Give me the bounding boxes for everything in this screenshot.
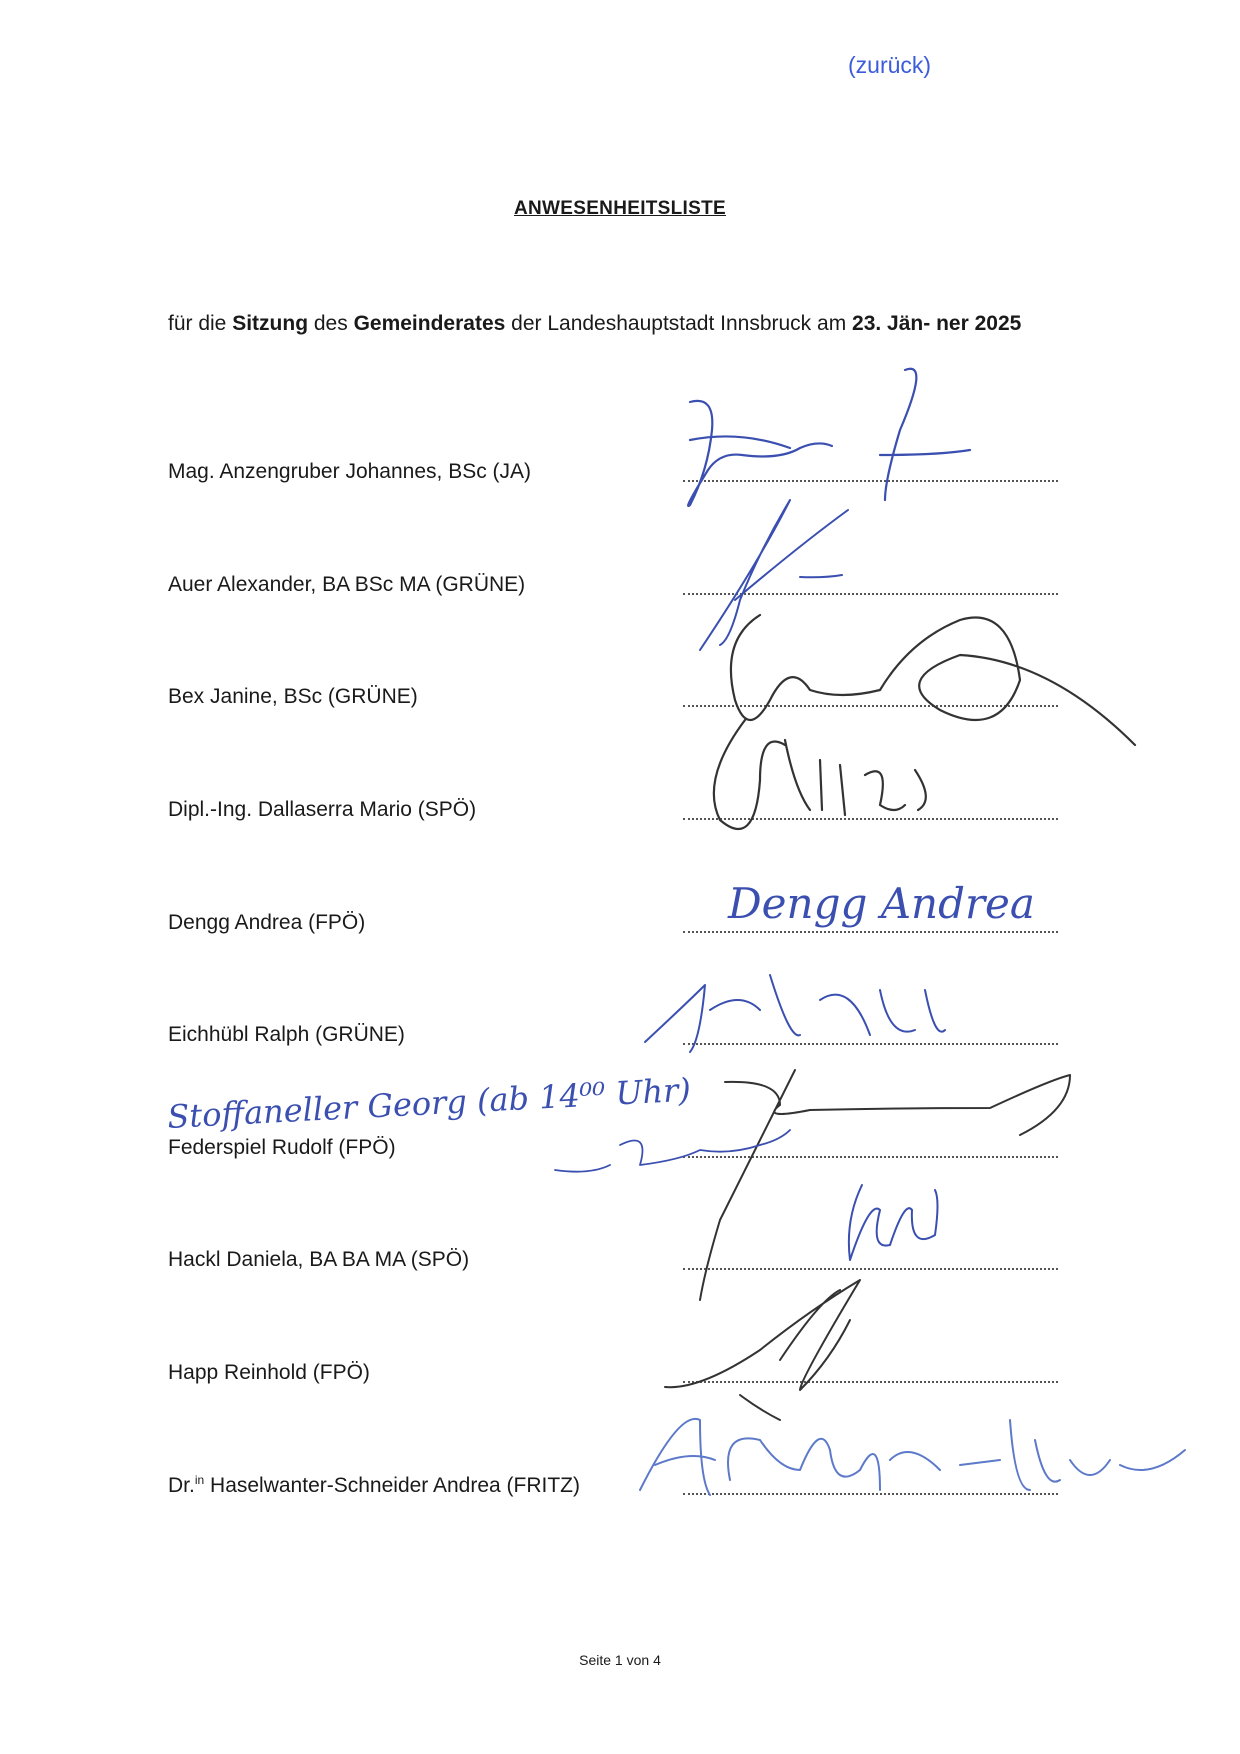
signature-line [683, 931, 1058, 933]
attendee-name: Happ Reinhold (FPÖ) [168, 1361, 370, 1384]
back-link[interactable]: (zurück) [848, 52, 932, 78]
attendee-row [168, 677, 1068, 717]
name-rest: Haselwanter-Schneider Andrea (FRITZ) [204, 1474, 580, 1497]
signature-line [683, 480, 1058, 482]
document-title: ANWESENHEITSLISTE [513, 198, 726, 219]
attendee-row [168, 1015, 1068, 1055]
intro-bold-1: Sitzung [232, 312, 309, 335]
attendee-row [168, 903, 1068, 943]
signature-line [683, 1493, 1058, 1495]
intro-bold-2: Gemeinderates [353, 312, 506, 335]
attendee-name [168, 1473, 580, 1498]
attendee-row [168, 1353, 1068, 1393]
attendee-name: Bex Janine, BSc (GRÜNE) [168, 685, 418, 708]
attendee-name: Hackl Daniela, BA BA MA (SPÖ) [168, 1248, 470, 1271]
attendee-row [168, 1128, 1068, 1168]
intro-part-2: des [308, 312, 354, 335]
intro-text [168, 305, 1028, 343]
attendee-name: Mag. Anzengruber Johannes, BSc (JA) [168, 460, 532, 483]
intro-part-1: für die [168, 312, 233, 335]
attendee-row [168, 1465, 1068, 1505]
handwritten-replacement-note: Stoffaneller Georg (ab 14⁰⁰ Uhr) [166, 1070, 692, 1136]
attendee-row [168, 565, 1068, 605]
attendee-name: Auer Alexander, BA BSc MA (GRÜNE) [168, 573, 526, 596]
attendee-name: Dipl.-Ing. Dallaserra Mario (SPÖ) [168, 798, 477, 821]
signature-line [683, 1268, 1058, 1270]
attendee-name: Eichhübl Ralph (GRÜNE) [168, 1023, 405, 1046]
intro-part-3: der Landeshauptstadt Innsbruck am [505, 312, 853, 335]
signature-line [683, 1156, 1058, 1158]
name-prefix: Dr. [168, 1474, 195, 1497]
attendee-name: Dengg Andrea (FPÖ) [168, 911, 366, 934]
attendee-name: Federspiel Rudolf (FPÖ) [168, 1136, 396, 1159]
handwritten-dengg: Dengg Andrea [728, 879, 1035, 928]
name-superscript: in [194, 1473, 205, 1487]
attendee-row [168, 790, 1068, 830]
signature-line [683, 705, 1058, 707]
attendee-row [168, 452, 1068, 492]
signature-happ [665, 1280, 860, 1420]
signature-line [683, 818, 1058, 820]
page-footer: Seite 1 von 4 [579, 1652, 661, 1668]
intro-bold-3: 23. Jän- ner 2025 [852, 312, 1022, 335]
signature-line [683, 1043, 1058, 1045]
attendee-row [168, 1240, 1068, 1280]
signature-line [683, 593, 1058, 595]
signature-line [683, 1381, 1058, 1383]
